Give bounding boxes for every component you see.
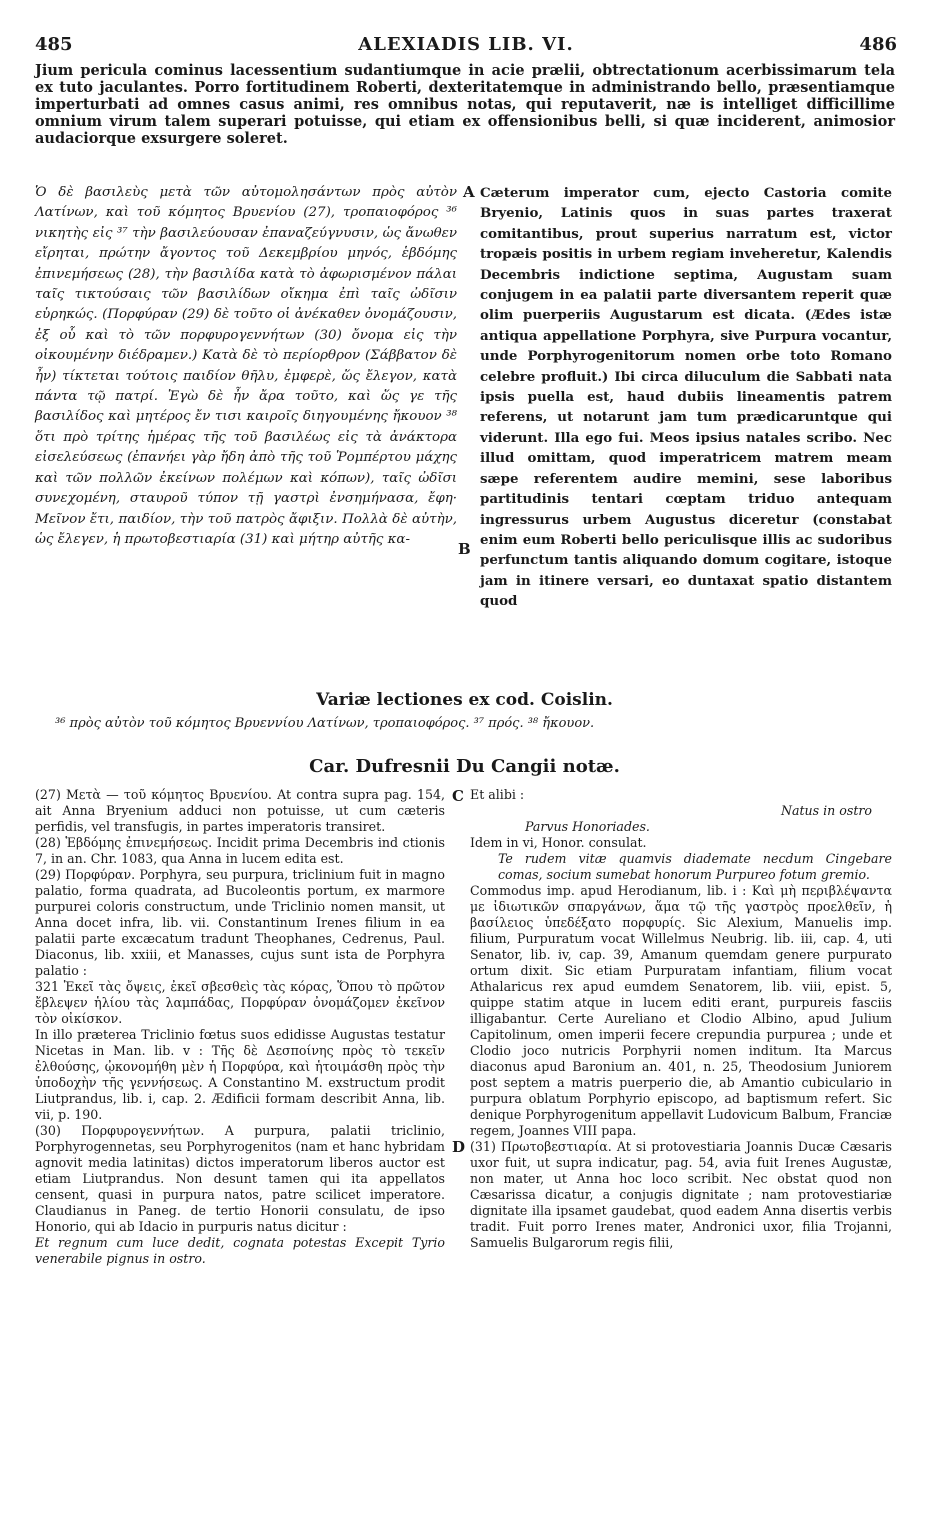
note-30: (30) Πορφυρογεννήτων. A purpura, palatii triclinio, Porphyrogennetas, seu Porphyrogenitos (nam et hanc hybridam agnovit media latinitas) dictos imperatorum liberos auctor est etiam Liutprandus. Non desunt tamen qui ita appellatos censent, quasi in purpura natos, patre scilicet imperatore. Claudianus in Paneg. de tertio Honorii consulatu, de ipso Honorio, qui ab Idacio in purpuris natus dicitur : bbox=[35, 1123, 445, 1234]
et-alibi: Et alibi : bbox=[470, 787, 525, 802]
margin-marker-d: D bbox=[452, 1138, 466, 1156]
note-27: (27) Μετὰ — τοῦ κόμητος Βρυενίου. At contra supra pag. 154, ait Anna Bryenium adduci non potuisse, ut cum cæteris perfidis, vel transfugis, in partes imperatoris transiret. bbox=[35, 787, 445, 834]
running-title: ALEXIADIS LIB. VI. bbox=[358, 34, 574, 55]
variae-title: Variæ lectiones ex cod. Coislin. bbox=[316, 690, 613, 710]
idem-line: Idem in vi, Honor. consulat. bbox=[470, 835, 647, 850]
notes-title: Car. Dufresnii Du Cangii notæ. bbox=[309, 756, 620, 777]
variae-text: ³⁶ πρὸς αὐτὸν τοῦ κόμητος Βρυεννίου Λατίνων, τροπαιοφόρος. ³⁷ πρός. ³⁸ ἤκουον. bbox=[55, 716, 595, 731]
note-31: (31) Πρωτοβεστιαρία. At si protovestiaria Joannis Ducæ Cæsaris uxor fuit, ut supra indicatur, pag. 54, avia fuit Irenes Augustæ, non mater, ut Anna hoc loco scribit. Nec obstat quod non Cæsarissa dicatur, a conjugis dignitate ; nam protovestiariæ dignitate illa ipsamet gaudebat, quod eadem Anna disertis verbis tradit. Fuit porro Irenes mater, Andronici uxor, filia Trojanni, Samuelis Bulgarorum regis filii, bbox=[470, 1139, 892, 1250]
note-29-cont: In illo præterea Triclinio fœtus suos edidisse Augustas testatur Nicetas in Man. lib. v : Τῆς δὲ Δεσποίνης πρὸς τὸ τεκεῖν ἐλθούσης, ᾠκονομήθη μὲν ἡ Πορφύρα, καὶ ἡτοιμάσθη πρὸς τὴν ὑποδοχὴν τῆς γεννήσεως. A Constantino M. exstructum prodit Liutprandus, lib. i, cap. 2. Ædificii formam describit Anna, lib. vii, p. 190. bbox=[35, 1027, 445, 1122]
note-28: (28) Ἑβδόμης ἐπινεμήσεως. Incidit prima Decembris ind ctionis 7, in an. Chr. 1083, qua Anna in lucem edita est. bbox=[35, 835, 445, 866]
intro-paragraph: Jium pericula cominus lacessentium sudantiumque in acie prælii, obtrectationum acerbissimarum tela ex tuto jaculantes. Porro fortitudinem Roberti, dexteritatemque in administrando bello, præsentiamque imperturbati ad omnes casus animi, res omnibus notas, qui reputaverit, næ is intelliget difficillime omnium virum talem superari potuisse, qui etiam ex offensionibus belli, si quæ inciderent, animosior audaciorque exsurgere soleret. bbox=[35, 62, 895, 147]
greek-column bbox=[35, 183, 457, 550]
latin-text: Cæterum imperator cum, ejecto Castoria comite Bryenio, Latinis quos in suas partes traxerat comitantibus, prout superius narratum est, victor tropæis positis in urbem regiam inveheretur, Kalendis Decembris indictione septima, Augustam suam conjugem in ea palatii parte diversantem reperit quæ olim puerperiis Augustarum est dicata. (Ædes istæ antiqua appellatione Porphyra, sive Purpura vocantur, unde Porphyrogenitorum nomen orbe toto Romano celebre profluit.) Ibi circa diluculum die Sabbati nata ipsis puella est, haud dubiis lineamentis patrem referens, ut notarunt jam tum prædicaruntque qui viderunt. Illa ego fui. Meos ipsius natales scribo. Nec illud omittam, quod imperatricem matrem meam sæpe referentem audire memini, sese laboribus partitudinis tentari cœptam triduo antequam ingressurus urbem Augustus diceretur (constabat enim eum Roberti bello periculisque illis ac sudoribus perfunctum tantis aliquando domum cogitare, istoque jam in itinere versari, eo duntaxat spatio distantem quod bbox=[480, 185, 892, 610]
page-number-right: 486 bbox=[859, 34, 897, 55]
notes-left-column bbox=[35, 787, 445, 1267]
running-header bbox=[35, 34, 897, 58]
note-commodus: Commodus imp. apud Herodianum, lib. i : Καὶ μὴ περιβλέψαντα με ἰδιωτικῶν σπαργάνων, ἅμα τῷ τῆς γαστρὸς προελθεῖν, ἡ βασίλειος ὑπεδέξατο πορφυρίς. Sic Alexium, Manuelis imp. filium, Purpuratum vocat Willelmus Neubrig. lib. iii, cap. 4, uti Senator, lib. iv, cap. 39, Amanum quemdam genere purpurato ortum dixit. Sic etiam Purpuratam infantiam, filium vocat Athalaricus rex apud eumdem Senatorem, lib. viii, epist. 5, quippe statim atque in lucem editi erant, purpureis fasciis illigabantur. Certe Aureliano et Clodio Albino, apud Julium Capitolinum, omen imperii fecere crepundia purpurea ; unde et Clodio joco nutricis Porphyrii nomen inditum. Ita Marcus diaconus apud Baronium an. 401, n. 25, Theodosium Juniorem post septem a matris puerperio die, ab Amantio cubiculario in purpura oblatum Porphyrio episcopo, ad baptismum refert. Sic denique Porphyrogenitum appellavit Ludovicum Balbum, Franciæ regem, Joannes VIII papa. bbox=[470, 883, 892, 1138]
verse-1a: Natus in ostro bbox=[780, 803, 872, 818]
verse-1b: Parvus Honoriades. bbox=[525, 819, 650, 834]
note-29: (29) Πορφύραν. Porphyra, seu purpura, triclinium fuit in magno palatio, forma quadrata, ad Bucoleontis portum, ex marmore purpurei coloris constructum, unde Triclinio nomen mansit, ut Anna docet infra, lib. vii. Constantinum Irenes filium in ea palatii parte excæcatum tradunt Theophanes, Cedrenus, Paul. Diaconus, lib. xxiii, et Manasses, cujus sunt ista de Porphyra palatio : bbox=[35, 867, 445, 978]
margin-marker-c: C bbox=[452, 787, 464, 805]
verse-2: Te rudem vitæ quamvis diademate necdum Cingebare comas, socium sumebat honorum Purpureo fotum gremio. bbox=[498, 851, 892, 882]
latin-column bbox=[480, 183, 892, 612]
quote-claudian: Et regnum cum luce dedit, cognata potestas Excepit Tyrio venerabile pignus in ostro. bbox=[35, 1235, 445, 1266]
margin-marker-a: A bbox=[463, 183, 475, 201]
quote-manasses: 321 Ἐκεῖ τὰς ὄψεις, ἐκεῖ σβεσθεὶς τὰς κόρας, Ὅπου τὸ πρῶτον ἔβλεψεν ἡλίου τὰς λαμπάδας, Πορφύραν ὀνομάζομεν ἐκεῖνον τὸν οἰκίσκον. bbox=[35, 979, 445, 1026]
page-number-left: 485 bbox=[35, 34, 73, 55]
notes-right-column bbox=[470, 787, 892, 1251]
margin-marker-b: B bbox=[458, 540, 471, 558]
greek-text: Ὁ δὲ βασιλεὺς μετὰ τῶν αὐτομολησάντων πρὸς αὐτὸν Λατίνων, καὶ τοῦ κόμητος Βρυενίου (27), τροπαιοφόρος ³⁶ νικητὴς εἰς ³⁷ τὴν βασιλεύουσαν ἐπαναζεύγνυσιν, ὡς ἄνωθεν εἴρηται, πρώτην ἄγοντος τοῦ Δεκεμβρίου μηνός, ἑβδόμης ἐπινεμήσεως (28), τὴν βασιλίδα κατὰ τὸ ἀφωρισμένον πάλαι ταῖς τικτούσαις τῶν βασιλίδων οἴκημα ἐπὶ ταῖς ὠδῖσιν εὑρηκώς. (Πορφύραν (29) δὲ τοῦτο οἱ ἀνέκαθεν ὀνομάζουσιν, ἐξ οὗ καὶ τὸ τῶν πορφυρογεννήτων (30) ὄνομα εἰς τὴν οἰκουμένην διέδραμεν.) Κατὰ δὲ τὸ περίορθρον (Σάββατον δὲ ἦν) τίκτεται τούτοις παιδίον θῆλυ, ἐμφερὲ, ὥς ἔλεγον, κατὰ πάντα τῷ πατρί. Ἐγὼ δὲ ἦν ἄρα τοῦτο, καὶ ὥς γε τῆς βασιλίδος καὶ μητέρος ἔν τισι καιροῖς διηγουμένης ἤκουον ³⁸ ὅτι πρὸ τρίτης ἡμέρας τῆς τοῦ βασιλέως εἰς τὰ ἀνάκτορα εἰσελεύσεως (ἐπανήει γὰρ ἤδη ἀπὸ τῆς τοῦ Ῥομπέρτου μάχης καὶ τῶν πολλῶν ἐκείνων πολέμων καὶ κόπων), ταῖς ὠδῖσι συνεχομένη, σταυροῦ τύπον τῇ γαστρὶ ἐνσημήνασα, ἔφη· Μεῖνον ἔτι, παιδίον, τὴν τοῦ πατρὸς ἄφιξιν. Πολλὰ δὲ αὐτὴν, ὡς ἔλεγεν, ἡ πρωτοβεστιαρία (31) καὶ μήτηρ αὐτῆς κα- bbox=[35, 185, 457, 547]
